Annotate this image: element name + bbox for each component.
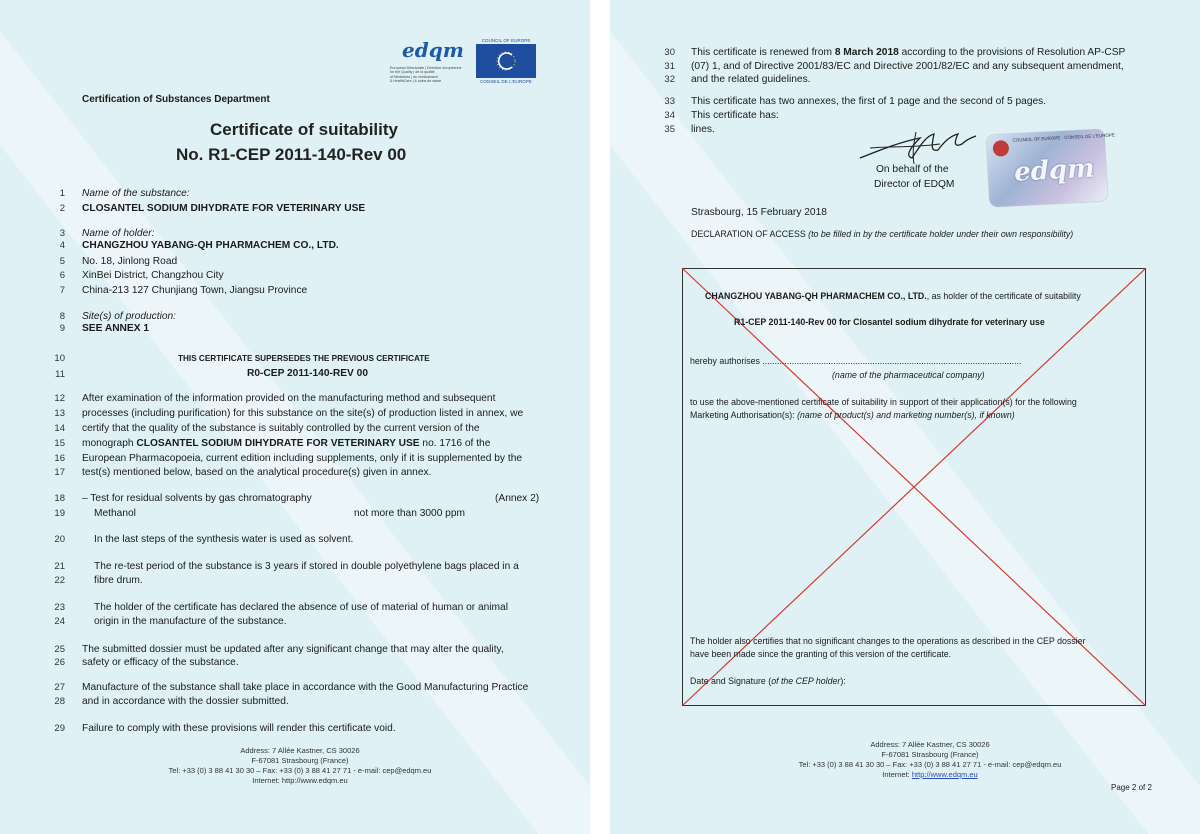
use-line: to use the above-mentioned certificate of suitability in support of their application(s) for the following [690, 397, 1077, 407]
edqm-logo-text: edqm [402, 38, 464, 62]
marketing-authorisation-line: Marketing Authorisation(s): (name of product(s) and marketing number(s), if known) [690, 410, 1015, 420]
date-and-signature-line: Date and Signature (of the CEP holder): [690, 676, 846, 686]
body-line: After examination of the information provided on the manufacturing method and subsequent [82, 393, 496, 404]
page1-footer: Address: 7 Allée Kastner, CS 30026 F-67081 Strasbourg (France) Tel: +33 (0) 3 88 41 30 30 – Fax: +33 (0) 3 88 41 27 71 - e-mail: cep@edqm.eu Internet: http://www.edqm.eu [168, 746, 432, 785]
body-line: The submitted dossier must be updated after any significant change that may alter the quality, [82, 644, 504, 655]
renewal-line: This certificate is renewed from 8 March 2018 according to the provisions of Resolution AP-CSP [691, 47, 1126, 58]
holder-certifies-line-2: have been made since the granting of this version of the certificate. [690, 649, 952, 659]
coe-flag-icon [476, 44, 536, 78]
council-of-europe-logo: COUNCIL OF EUROPE CONSEIL DE L'EUROPE [474, 38, 538, 90]
body-line: processes (including purification) for this substance on the site(s) of production listed in annex, we [82, 408, 524, 419]
holder-certifies-line: The holder also certifies that no significant changes to the operations as described in the CEP dossier [690, 636, 1086, 646]
declaration-holder-line: CHANGZHOU YABANG-QH PHARMACHEM CO., LTD., as holder of the certificate of suitability [705, 291, 1081, 301]
stamp-heading: COUNCIL OF EUROPE · CONSEIL DE L'EUROPE [1012, 132, 1116, 143]
declaration-of-access: DECLARATION OF ACCESS (to be filled in by the certificate holder under their own responsibility) [691, 229, 1074, 239]
production-site-label: Site(s) of production: [82, 311, 176, 322]
body-line: In the last steps of the synthesis water is used as solvent. [94, 534, 354, 545]
edqm-website-link[interactable]: http://www.edqm.eu [911, 770, 978, 779]
director-signature [850, 128, 980, 168]
pharma-company-note: (name of the pharmaceutical company) [832, 370, 985, 380]
holder-name: CHANGZHOU YABANG-QH PHARMACHEM CO., LTD. [82, 240, 339, 251]
annex-reference: (Annex 2) [495, 493, 540, 504]
production-site-value: SEE ANNEX 1 [82, 323, 149, 334]
body-line: Failure to comply with these provisions will render this certificate void. [82, 723, 396, 734]
stamp-coe-icon [993, 140, 1010, 157]
authorises-line: hereby authorises .......................................................................................................... [690, 356, 1022, 366]
signature-title: Director of EDQM [874, 179, 955, 190]
previous-certificate-number: R0-CEP 2011-140-REV 00 [247, 368, 369, 379]
certificate-number: No. R1-CEP 2011-140-Rev 00 [176, 145, 407, 164]
body-line: lines. [691, 124, 715, 135]
page-number: Page 2 of 2 [1111, 783, 1152, 792]
body-line: Manufacture of the substance shall take place in accordance with the Good Manufacturing Practice [82, 682, 529, 693]
body-line: European Pharmacopoeia, current edition including supplements, only if it is supplemented by the [82, 453, 523, 464]
body-line: and the related guidelines. [691, 74, 811, 85]
residual-solvents-test: – Test for residual solvents by gas chromatography [82, 493, 312, 504]
annexes-line: This certificate has two annexes, the first of 1 page and the second of 5 pages. [691, 96, 1047, 107]
signature-label: On behalf of the [876, 164, 949, 175]
holder-address-2: XinBei District, Changzhou City [82, 270, 224, 281]
body-line: origin in the manufacture of the substance. [94, 616, 287, 627]
edqm-logo [390, 38, 470, 90]
certificate-page-2: 30 This certificate is renewed from 8 March 2018 according to the provisions of Resolution AP-CSP 31 (07) 1, and of Directive 2001/83/EC and Directive 2001/82/EC and any subsequent amendment, 32 and the related guidelines. 33 This certificate has two annexes, the first of 1 page and the second of 5 pages. 34 This certificate has: 35 lines. On behalf of the Director of EDQM COUNCIL OF EUROPE · CONSEIL DE L'EUROPE edqm Strasbourg, 15 February 2018 DECLARATION OF ACCESS (to be filled in by the certificate holder under their own responsibility) CHANGZHOU YABANG-QH PHARMACHEM CO., LTD., as holder of the certificate of suitability R1-CEP 2011-140-Rev 00 for Closantel sodium dihydrate for veterinary use hereby authorises .......................................................................................................... (name of the pharmaceutical company) to use the above-mentioned certificate of suitability in support of their application(s) for the following Marketing Authorisation(s): (name of product(s) and marketing number(s), if known) The holder also certifies that no significant changes to the operations as described in the CEP dossier have been made since the granting of this version of the certificate. Date and Signature (of the CEP holder): Address: 7 Allée Kastner, CS 30026 F-67081 Strasbourg (France) Tel: +33 (0) 3 88 41 30 30 – Fax: +33 (0) 3 88 41 27 71 - e-mail: cep@edqm.eu Internet: http://www.edqm.eu Page 2 of 2 [610, 0, 1200, 834]
stamp-logo-text: edqm [1013, 153, 1096, 188]
body-line: safety or efficacy of the substance. [82, 657, 239, 668]
footer-internet: Internet: http://www.edqm.eu [882, 770, 978, 779]
solvent-limit: not more than 3000 ppm [354, 508, 466, 519]
body-line: test(s) mentioned below, based on the analytical procedure(s) given in annex. [82, 467, 432, 478]
holder-address-3: China-213 127 Chunjiang Town, Jiangsu Province [82, 285, 308, 296]
edqm-tagline: European Directorate | Direction européenne for the Quality | de la qualité of Medicines | du médicament & HealthCare | & soins de santé [390, 66, 462, 84]
page2-footer: Address: 7 Allée Kastner, CS 30026 F-67081 Strasbourg (France) Tel: +33 (0) 3 88 41 30 30 – Fax: +33 (0) 3 88 41 27 71 - e-mail: cep@edqm.eu Internet: http://www.edqm.eu [780, 740, 1080, 780]
substance-name: CLOSANTEL SODIUM DIHYDRATE FOR VETERINARY USE [82, 203, 366, 214]
supersedes-notice: THIS CERTIFICATE SUPERSEDES THE PREVIOUS CERTIFICATE [178, 354, 430, 363]
declaration-certificate-line: R1-CEP 2011-140-Rev 00 for Closantel sodium dihydrate for veterinary use [734, 317, 1045, 327]
renewal-date: 8 March 2018 [834, 47, 899, 58]
place-and-date: Strasbourg, 15 February 2018 [691, 207, 827, 218]
body-line: (07) 1, and of Directive 2001/83/EC and Directive 2001/82/EC and any subsequent amendment, [691, 61, 1124, 72]
body-line: and in accordance with the dossier submitted. [82, 696, 289, 707]
certificate-page-1: edqm European Directorate | Direction européenne for the Quality | de la qualité of Medicines | du médicament & HealthCare | & soins de santé COUNCIL OF EUROPE CONSEIL DE L'EUROPE Certification of Substances Department Certificate of suitability No. R1-CEP 2011-140-Rev 00 1 Name of the substance: 2 CLOSANTEL SODIUM DIHYDRATE FOR VETERINARY USE 3 Name of holder: 4 CHANGZHOU YABANG-QH PHARMACHEM CO., LTD. 5 No. 18, Jinlong Road 6 XinBei District, Changzhou City 7 China-213 127 Chunjiang Town, Jiangsu Province 8 Site(s) of production: 9 SEE ANNEX 1 10 THIS CERTIFICATE SUPERSEDES THE PREVIOUS CERTIFICATE 11 R0-CEP 2011-140-REV 00 12 After examination of the information provided on the manufacturing method and subsequent 13 processes (including purification) for this substance on the site(s) of production listed in annex, we 14 certify that the quality of the substance is suitably controlled by the current version of the 15 monograph CLOSANTEL SODIUM DIHYDRATE FOR VETERINARY USE no. 1716 of the 16 European Pharmacopoeia, current edition including supplements, only if it is supplemented by the 17 test(s) mentioned below, based on the analytical procedure(s) given in annex. 18 – Test for residual solvents by gas chromatography (Annex 2) 19 Methanol not more than 3000 ppm 20 In the last steps of the synthesis water is used as solvent. 21 The re-test period of the substance is 3 years if stored in double polyethylene bags placed in a 22 fibre drum. 23 The holder of the certificate has declared the absence of use of material of human or animal 24 origin in the manufacture of the substance. 25 The submitted dossier must be updated after any significant change that may alter the quality, 26 safety or efficacy of the substance. 27 Manufacture of the substance shall take place in accordance with the Good Manufacturing Practice 28 and in accordance with the dossier submitted. 29 Failure to comply with these provisions will render this certificate void. Address: 7 Allée Kastner, CS 30026 F-67081 Strasbourg (France) Tel: +33 (0) 3 88 41 30 30 – Fax: +33 (0) 3 88 41 27 71 - e-mail: cep@edqm.eu Internet: http://www.edqm.eu [0, 0, 590, 834]
body-line: certify that the quality of the substance is suitably controlled by the current version of the [82, 423, 480, 434]
body-line: The re-test period of the substance is 3 years if stored in double polyethylene bags placed in a [94, 561, 519, 572]
solvent-name: Methanol [94, 508, 136, 519]
certificate-title: Certificate of suitability [210, 120, 398, 139]
substance-label: Name of the substance: [82, 188, 190, 199]
monograph-name: CLOSANTEL SODIUM DIHYDRATE FOR VETERINARY USE [136, 438, 420, 449]
body-line: fibre drum. [94, 575, 143, 586]
holder-label: Name of holder: [82, 228, 155, 239]
holder-address-1: No. 18, Jinlong Road [82, 256, 178, 267]
body-line-monograph: monograph CLOSANTEL SODIUM DIHYDRATE FOR VETERINARY USE no. 1716 of the [82, 438, 491, 449]
body-line: The holder of the certificate has declared the absence of use of material of human or animal [94, 602, 508, 613]
body-line: This certificate has: [691, 110, 779, 121]
department-name: Certification of Substances Department [82, 94, 270, 105]
edqm-hologram-stamp [986, 129, 1116, 207]
